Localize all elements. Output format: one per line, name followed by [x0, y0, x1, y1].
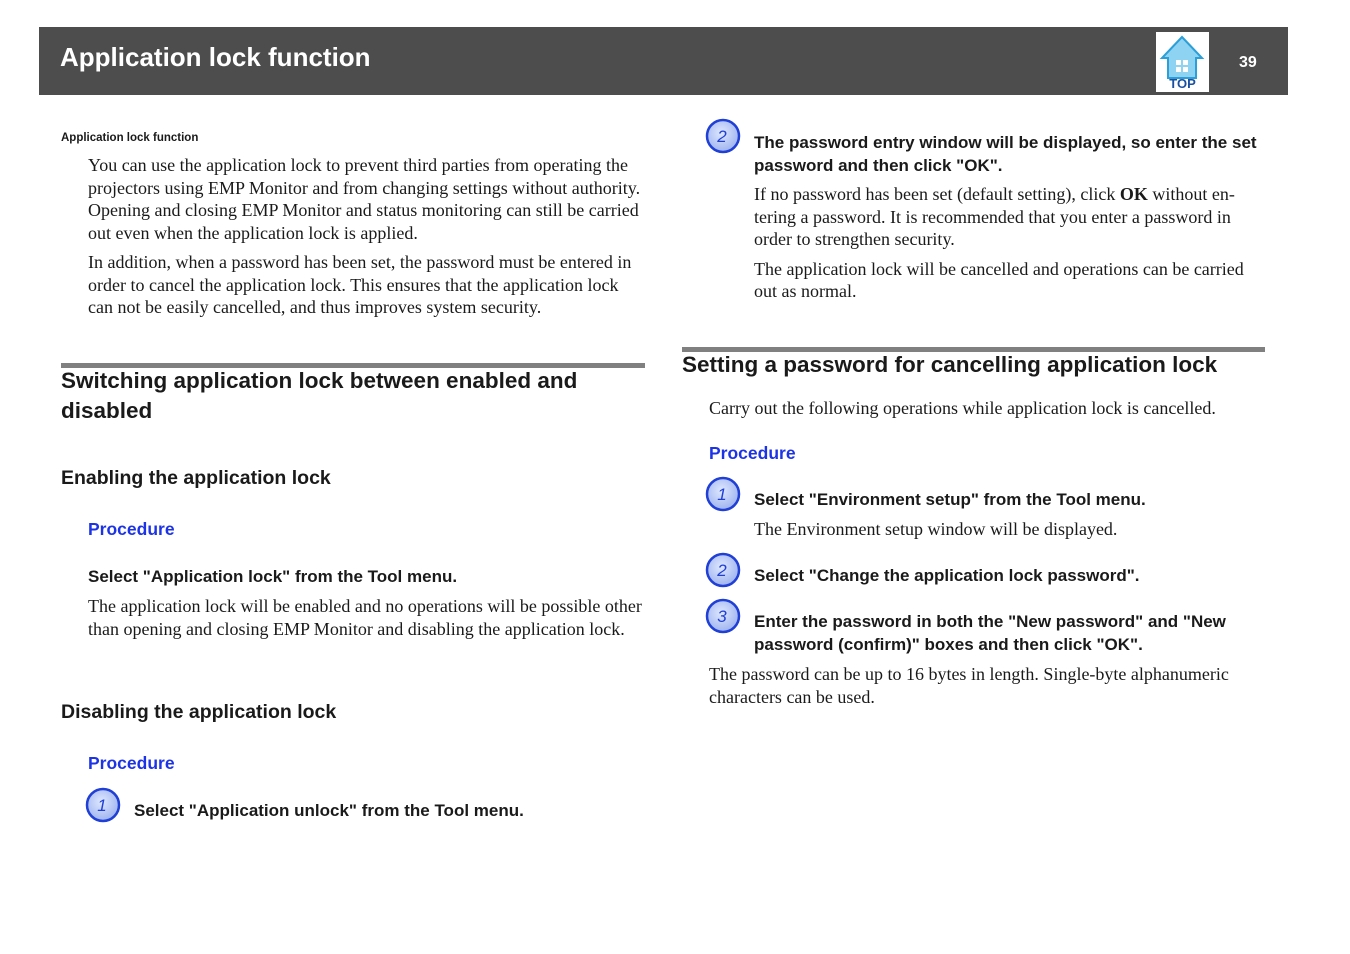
step-number: 1: [97, 796, 107, 815]
step-description-text: The application lock will be enabled and no operations will be possible other than opening and closing EMP Monitor and disabling the application lock.: [88, 596, 642, 639]
section-title: Setting a password for cancelling application lock: [682, 352, 1218, 377]
enabling-heading: Enabling the application lock: [61, 467, 331, 489]
intro-text: Carry out the following operations while application lock is cancelled.: [709, 398, 1216, 418]
step-description: [88, 595, 644, 640]
step-text: Select "Change the application lock password".: [754, 566, 1140, 585]
step-number-badge: [705, 552, 741, 588]
step-description-text: The Environment setup window will be displayed.: [754, 519, 1118, 539]
closing-text: The password can be up to 16 bytes in length. Single-byte alphanumeric characters can be used.: [709, 664, 1229, 707]
step-text: Select "Application lock" from the Tool menu.: [88, 567, 458, 586]
intro-block: [88, 154, 644, 319]
step-description: [754, 518, 1266, 541]
section-heading-switching: [61, 366, 645, 426]
section-heading-password: [682, 350, 1265, 380]
ok-term: OK: [1119, 184, 1148, 204]
step-number-badge: [705, 476, 741, 512]
procedure-label: Procedure: [88, 753, 175, 773]
procedure-label: Procedure: [88, 519, 175, 539]
closing-note: [709, 663, 1265, 708]
description-part: If no password has been set (default setting), click: [754, 184, 1120, 204]
intro-paragraph-2: In addition, when a password has been set, the password must be entered in order to cancel the application lock. This ensures that the application lock can not be easily cancelled, and thus improves system security.: [88, 252, 632, 317]
description-part: without en-tering a password. It is recommended that you enter a password in order to strengthen security.: [754, 184, 1235, 249]
intro-paragraph-1: You can use the application lock to prevent third parties from operating the projectors using EMP Monitor and from changing settings without authority. Opening and closing EMP Monitor and status monitoring can still be carried out even when the application lock is applied.: [88, 155, 641, 243]
step-number-badge: [705, 598, 741, 634]
step-number-badge: [85, 787, 121, 823]
step-number-badge: [705, 118, 741, 154]
top-link-button[interactable]: [1156, 32, 1209, 92]
section-title: Switching application lock between enabled and disabled: [61, 368, 578, 423]
page-title: Application lock function: [60, 42, 371, 72]
step-description-text: The application lock will be cancelled and operations can be carried out as normal.: [754, 258, 1244, 301]
step-text: The password entry window will be displayed, so enter the set password and then click "OK".: [754, 133, 1257, 175]
step-number: 3: [717, 607, 727, 626]
step-description: [754, 183, 1266, 303]
step-text: Enter the password in both the "New password" and "New password (confirm)" boxes and then click "OK".: [754, 612, 1226, 654]
step-number: 2: [717, 127, 727, 146]
step-text: Select "Environment setup" from the Tool menu.: [754, 490, 1146, 509]
procedure-label: Procedure: [709, 443, 796, 463]
step-description-text: [754, 183, 1266, 251]
step-number: 1: [717, 485, 727, 504]
top-label: TOP: [1169, 76, 1196, 91]
page-header: [39, 27, 1288, 95]
running-title: Application lock function: [61, 132, 199, 144]
page-number: 39: [1239, 54, 1257, 71]
step-number: 2: [717, 561, 727, 580]
disabling-heading: Disabling the application lock: [61, 701, 337, 723]
step-text: Select "Application unlock" from the Tool menu.: [134, 801, 524, 820]
intro-block: [709, 397, 1265, 420]
